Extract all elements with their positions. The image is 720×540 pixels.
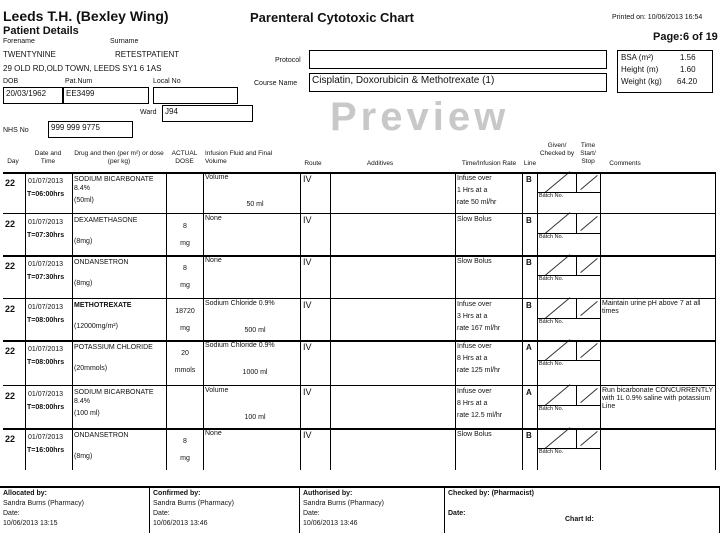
protocol-label: Protocol — [275, 57, 301, 64]
infusion-fluid: None — [205, 430, 222, 437]
infusion-rate-line: 1 Hrs at a — [457, 187, 488, 194]
batch-no-label: Batch No. — [539, 234, 564, 240]
course-field: Cisplatin, Doxorubicin & Methotrexate (1) — [309, 73, 607, 92]
surname-label: Surname — [110, 38, 139, 45]
forename-label: Forename — [3, 38, 35, 45]
row-divider — [3, 428, 715, 430]
col-time: Time Start/ Stop — [580, 142, 596, 165]
infusion-rate-line: 3 Hrs at a — [457, 313, 488, 320]
preview-watermark: Preview — [330, 95, 510, 139]
infusion-rate-line: Infuse over — [457, 301, 492, 308]
col-drug: Drug and then (per m²) or dose (per kg) — [74, 150, 164, 165]
drug-name: ONDANSETRON — [74, 259, 129, 266]
chart-id-label: Chart Id: — [565, 516, 594, 523]
date: 01/07/2013 — [28, 261, 64, 268]
column-divider — [522, 172, 523, 470]
dose-unit: mg — [180, 325, 190, 332]
final-volume: 50 ml — [246, 201, 264, 208]
day: 22 — [5, 391, 16, 401]
time: T=08:00hrs — [27, 317, 65, 324]
day: 22 — [5, 261, 16, 271]
allocated-by: Sandra Burns (Pharmacy) — [3, 500, 84, 507]
infusion-rate-line: rate 125 ml/hr — [457, 367, 501, 374]
row-divider — [3, 298, 715, 299]
address: 29 OLD RD,OLD TOWN, LEEDS SY1 6 1AS — [3, 64, 162, 73]
patnum-label: Pat.Num — [65, 78, 93, 85]
drug-name: POTASSIUM CHLORIDE — [74, 344, 153, 351]
time-slash — [580, 343, 597, 358]
route: IV — [303, 215, 312, 225]
infusion-rate-line: Slow Bolus — [457, 431, 492, 438]
column-divider — [600, 172, 601, 470]
col-additives: Additives — [366, 160, 394, 167]
dose-note: (8mg) — [74, 280, 93, 287]
patient-details-heading: Patient Details — [3, 25, 79, 37]
ward-field: J94 — [162, 105, 253, 122]
infusion-fluid: Volume — [205, 174, 229, 181]
given-signature-slash — [544, 297, 571, 320]
drug-name: SODIUM BICARBONATE 8.4% — [74, 389, 154, 405]
date: 01/07/2013 — [28, 178, 64, 185]
final-volume: 1000 ml — [242, 369, 268, 376]
actual-dose: 8 — [183, 265, 187, 272]
col-fluid: Infusion Fluid and Final Volume — [205, 150, 273, 165]
drug-name: SODIUM BICARBONATE 8.4% — [74, 176, 154, 192]
infusion-rate-line: 8 Hrs at a — [457, 355, 488, 362]
batch-no-label: Batch No. — [539, 361, 564, 367]
checked-box — [445, 487, 720, 533]
bsa-label: BSA (m²) — [621, 53, 654, 62]
time-slash — [580, 216, 597, 231]
day: 22 — [5, 219, 16, 229]
column-divider — [25, 172, 26, 470]
confirmed-label: Confirmed by: — [153, 490, 201, 497]
row-divider — [3, 340, 715, 342]
infusion-fluid: None — [205, 215, 222, 222]
line: A — [526, 343, 532, 352]
date: 01/07/2013 — [28, 219, 64, 226]
route: IV — [303, 300, 312, 310]
time: T=16:00hrs — [27, 447, 65, 454]
actual-dose: 20 — [181, 350, 189, 357]
drug-name: METHOTREXATE — [74, 302, 132, 309]
allocated-date-label: Date: — [3, 510, 20, 517]
dose-note: (50ml) — [74, 197, 94, 204]
column-divider — [72, 172, 73, 470]
row-divider — [3, 255, 715, 257]
infusion-rate-line: Slow Bolus — [457, 258, 492, 265]
date: 01/07/2013 — [28, 434, 64, 441]
line: B — [526, 216, 532, 225]
ward-label: Ward — [140, 109, 157, 116]
infusion-fluid: None — [205, 257, 222, 264]
infusion-fluid: Volume — [205, 387, 229, 394]
dose-unit: mg — [180, 240, 190, 247]
given-time-divider — [576, 340, 577, 360]
row-divider — [3, 213, 715, 214]
body-measures-box — [617, 50, 713, 93]
day: 22 — [5, 346, 16, 356]
drug-name: DEXAMETHASONE — [74, 217, 138, 224]
time: T=07:30hrs — [27, 232, 65, 239]
authorised-date: 10/06/2013 13:46 — [303, 520, 358, 527]
surname-value: RETESTPATIENT — [115, 50, 180, 59]
given-signature-slash — [544, 171, 571, 194]
batch-no-label: Batch No. — [539, 193, 564, 199]
day: 22 — [5, 434, 16, 444]
time-slash — [580, 301, 597, 316]
batch-no-label: Batch No. — [539, 276, 564, 282]
page-number: Page:6 of 19 — [653, 31, 718, 43]
confirmed-box — [150, 487, 300, 533]
authorised-box — [300, 487, 445, 533]
confirmed-date: 10/06/2013 13:46 — [153, 520, 208, 527]
route: IV — [303, 387, 312, 397]
given-signature-slash — [544, 427, 571, 450]
col-line: Line — [523, 160, 537, 167]
protocol-field — [309, 50, 607, 69]
given-time-divider — [576, 172, 577, 192]
time: T=08:00hrs — [27, 359, 65, 366]
infusion-rate-line: rate 167 ml/hr — [457, 325, 501, 332]
given-signature-slash — [544, 254, 571, 277]
authorised-by: Sandra Burns (Pharmacy) — [303, 500, 384, 507]
given-time-divider — [576, 428, 577, 448]
time-slash — [580, 388, 597, 403]
dose-note: (12000mg/m²) — [74, 323, 118, 330]
infusion-rate-line: Infuse over — [457, 175, 492, 182]
infusion-fluid: Sodium Chloride 0.9% — [205, 300, 275, 307]
final-volume: 500 ml — [244, 327, 266, 334]
route: IV — [303, 174, 312, 184]
chart-title: Parenteral Cytotoxic Chart — [250, 10, 414, 25]
comment: Run bicarbonate CONCURRENTLY with 1L 0.9% saline with potassium Line — [602, 387, 714, 410]
given-signature-slash — [544, 339, 571, 362]
line: B — [526, 258, 532, 267]
given-time-divider — [576, 298, 577, 318]
batch-no-label: Batch No. — [539, 406, 564, 412]
allocated-date: 10/06/2013 13:15 — [3, 520, 58, 527]
infusion-rate-line: Slow Bolus — [457, 216, 492, 223]
drug-name: ONDANSETRON — [74, 432, 129, 439]
infusion-rate-line: rate 50 ml/hr — [457, 199, 497, 206]
time-slash — [580, 175, 597, 190]
day: 22 — [5, 178, 16, 188]
line: A — [526, 388, 532, 397]
printed-on: Printed on: 10/06/2013 16:54 — [612, 14, 703, 21]
col-comments: Comments — [609, 160, 641, 167]
confirmed-by: Sandra Burns (Pharmacy) — [153, 500, 234, 507]
time: T=06:00hrs — [27, 191, 65, 198]
given-time-divider — [576, 213, 577, 233]
height-label: Height (m) — [621, 65, 659, 74]
column-divider — [166, 172, 167, 470]
time-slash — [580, 258, 597, 273]
column-divider — [203, 172, 204, 470]
col-given: Given/ Checked by — [539, 142, 575, 157]
forename-value: TWENTYNINE — [3, 50, 56, 59]
authorised-date-label: Date: — [303, 510, 320, 517]
infusion-rate-line: rate 12.5 ml/hr — [457, 412, 503, 419]
dob-label: DOB — [3, 78, 19, 85]
weight-value: 64.20 — [677, 77, 698, 86]
line: B — [526, 301, 532, 310]
dob-field: 20/03/1962 — [3, 87, 63, 104]
infusion-rate-line: Infuse over — [457, 343, 492, 350]
allocated-label: Allocated by: — [3, 490, 47, 497]
infusion-rate-line: Infuse over — [457, 388, 492, 395]
actual-dose: 18720 — [175, 308, 195, 315]
dose-unit: mg — [180, 455, 190, 462]
nhs-label: NHS No — [3, 127, 29, 134]
dose-note: (20mmols) — [74, 365, 108, 372]
given-time-divider — [576, 255, 577, 275]
date: 01/07/2013 — [28, 391, 64, 398]
bsa-value: 1.56 — [680, 53, 696, 62]
nhs-field: 999 999 9775 — [48, 121, 133, 138]
final-volume: 100 ml — [244, 414, 266, 421]
height-value: 1.60 — [680, 65, 696, 74]
authorised-label: Authorised by: — [303, 490, 353, 497]
time: T=08:00hrs — [27, 404, 65, 411]
col-rate: Time/Infusion Rate — [461, 160, 517, 167]
checked-date-label: Date: — [448, 510, 466, 517]
column-divider — [330, 172, 331, 470]
line: B — [526, 175, 532, 184]
localno-label: Local No — [153, 78, 181, 85]
row-divider — [3, 385, 715, 386]
col-route: Route — [304, 160, 322, 167]
date: 01/07/2013 — [28, 304, 64, 311]
confirmed-date-label: Date: — [153, 510, 170, 517]
dose-note: (100 ml) — [74, 410, 100, 417]
hospital-name: Leeds T.H. (Bexley Wing) — [3, 8, 169, 24]
time: T=07:30hrs — [27, 274, 65, 281]
given-signature-slash — [544, 384, 571, 407]
batch-no-label: Batch No. — [539, 449, 564, 455]
line: B — [526, 431, 532, 440]
allocated-box — [0, 487, 150, 533]
time-slash — [580, 431, 597, 446]
dose-note: (8mg) — [74, 453, 93, 460]
actual-dose: 8 — [183, 223, 187, 230]
route: IV — [303, 430, 312, 440]
column-divider — [715, 172, 716, 470]
column-divider — [455, 172, 456, 470]
row-divider — [3, 172, 715, 174]
checked-label: Checked by: (Pharmacist) — [448, 490, 534, 497]
batch-no-label: Batch No. — [539, 319, 564, 325]
comment: Maintain urine pH above 7 at all times — [602, 300, 701, 315]
dose-note: (8mg) — [74, 238, 93, 245]
col-actual-dose: ACTUAL DOSE — [171, 150, 198, 165]
route: IV — [303, 257, 312, 267]
dose-unit: mg — [180, 282, 190, 289]
col-day: Day — [7, 158, 19, 165]
given-time-divider — [576, 385, 577, 405]
route: IV — [303, 342, 312, 352]
weight-label: Weight (kg) — [621, 77, 662, 86]
course-label: Course Name — [254, 80, 298, 87]
localno-field — [153, 87, 238, 104]
infusion-fluid: Sodium Chloride 0.9% — [205, 342, 275, 349]
column-divider — [300, 172, 301, 470]
actual-dose: 8 — [183, 438, 187, 445]
dose-unit: mmols — [174, 367, 196, 374]
date: 01/07/2013 — [28, 346, 64, 353]
day: 22 — [5, 304, 16, 314]
column-divider — [537, 172, 538, 470]
infusion-rate-line: 8 Hrs at a — [457, 400, 488, 407]
given-signature-slash — [544, 212, 571, 235]
col-date: Date and Time — [34, 150, 62, 165]
patnum-field: EE3499 — [63, 87, 149, 104]
